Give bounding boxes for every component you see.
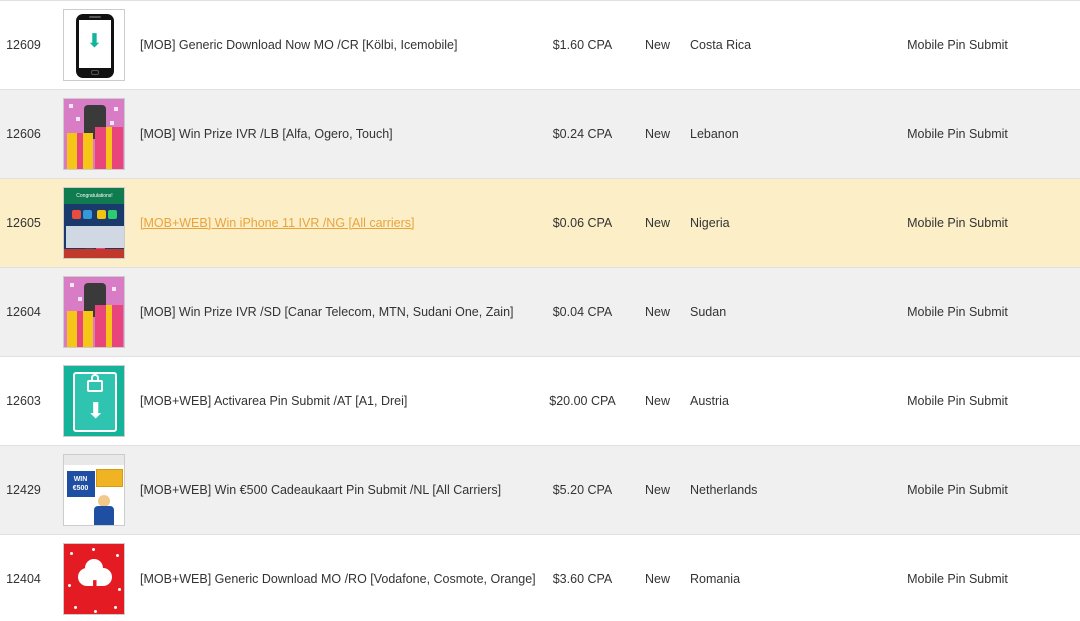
offer-status: New [625, 179, 690, 268]
congrats-thumb-header: Congratulations! [64, 188, 125, 204]
offer-name-link[interactable]: [MOB+WEB] Win €500 Cadeaukaart Pin Submit /NL [All Carriers] [140, 483, 502, 497]
offer-country: Netherlands [690, 446, 835, 535]
offer-payout: $20.00 CPA [540, 357, 625, 446]
offer-table-body [0, 1, 1080, 621]
win-badge-line1: WIN [73, 476, 88, 483]
offer-country: Lebanon [690, 90, 835, 179]
offer-id: 12604 [0, 268, 47, 357]
phone-download-icon: ⬇ [63, 9, 125, 81]
offer-name-cell[interactable] [140, 179, 540, 268]
offer-thumbnail-cell [47, 268, 140, 357]
offer-id: 12605 [0, 179, 47, 268]
offer-id: 12429 [0, 446, 47, 535]
offer-id: 12609 [0, 1, 47, 90]
offer-thumbnail-cell [47, 1, 140, 90]
table-row[interactable] [0, 535, 1080, 621]
offer-payout: $0.24 CPA [540, 90, 625, 179]
table-row[interactable] [0, 179, 1080, 268]
offer-name-link[interactable]: [MOB+WEB] Generic Download MO /RO [Vodafone, Cosmote, Orange] [140, 572, 536, 586]
offer-name-link[interactable]: [MOB] Win Prize IVR /SD [Canar Telecom, MTN, Sudani One, Zain] [140, 305, 514, 319]
offer-category: Mobile Pin Submit [835, 1, 1080, 90]
offer-status: New [625, 446, 690, 535]
offer-name-link[interactable]: [MOB] Generic Download Now MO /CR [Kölbi, Icemobile] [140, 38, 458, 52]
offer-category: Mobile Pin Submit [835, 268, 1080, 357]
offer-thumbnail-cell [47, 179, 140, 268]
offer-status: New [625, 268, 690, 357]
prize-gift-icon [63, 98, 125, 170]
offer-thumbnail-cell [47, 357, 140, 446]
offer-name-cell[interactable] [140, 268, 540, 357]
table-row[interactable] [0, 268, 1080, 357]
offer-name-cell[interactable] [140, 1, 540, 90]
offer-name-link[interactable]: [MOB+WEB] Win iPhone 11 IVR /NG [All carriers] [140, 216, 415, 230]
offer-country: Austria [690, 357, 835, 446]
offer-category: Mobile Pin Submit [835, 446, 1080, 535]
offer-status: New [625, 357, 690, 446]
lock-download-icon: ⬇ [63, 365, 125, 437]
offer-payout: $0.06 CPA [540, 179, 625, 268]
offer-category: Mobile Pin Submit [835, 179, 1080, 268]
offer-category: Mobile Pin Submit [835, 535, 1080, 621]
table-row[interactable] [0, 90, 1080, 179]
offer-thumbnail-cell [47, 535, 140, 621]
offer-payout: $1.60 CPA [540, 1, 625, 90]
cloud-download-icon: ⬇ [63, 543, 125, 615]
prize-gift-icon [63, 276, 125, 348]
congratulations-screenshot-icon [63, 187, 125, 259]
offer-thumbnail-cell [47, 90, 140, 179]
offer-category: Mobile Pin Submit [835, 90, 1080, 179]
offer-country: Romania [690, 535, 835, 621]
offer-id: 12603 [0, 357, 47, 446]
offer-name-link[interactable]: [MOB] Win Prize IVR /LB [Alfa, Ogero, Touch] [140, 127, 393, 141]
offer-country: Sudan [690, 268, 835, 357]
win-badge-line2: €500 [72, 485, 89, 492]
offer-payout: $5.20 CPA [540, 446, 625, 535]
offer-status: New [625, 90, 690, 179]
table-row[interactable] [0, 1, 1080, 90]
offer-category: Mobile Pin Submit [835, 357, 1080, 446]
offer-name-cell[interactable] [140, 90, 540, 179]
offer-payout: $0.04 CPA [540, 268, 625, 357]
offer-status: New [625, 535, 690, 621]
win-giftcard-icon [63, 454, 125, 526]
offer-id: 12606 [0, 90, 47, 179]
table-row[interactable] [0, 446, 1080, 535]
table-row[interactable] [0, 357, 1080, 446]
offer-name-cell[interactable] [140, 535, 540, 621]
offer-status: New [625, 1, 690, 90]
offer-country: Costa Rica [690, 1, 835, 90]
offer-name-cell[interactable] [140, 357, 540, 446]
offer-payout: $3.60 CPA [540, 535, 625, 621]
offer-thumbnail-cell [47, 446, 140, 535]
offer-country: Nigeria [690, 179, 835, 268]
offer-id: 12404 [0, 535, 47, 621]
offer-name-link[interactable]: [MOB+WEB] Activarea Pin Submit /AT [A1, Drei] [140, 394, 408, 408]
offer-name-cell[interactable] [140, 446, 540, 535]
